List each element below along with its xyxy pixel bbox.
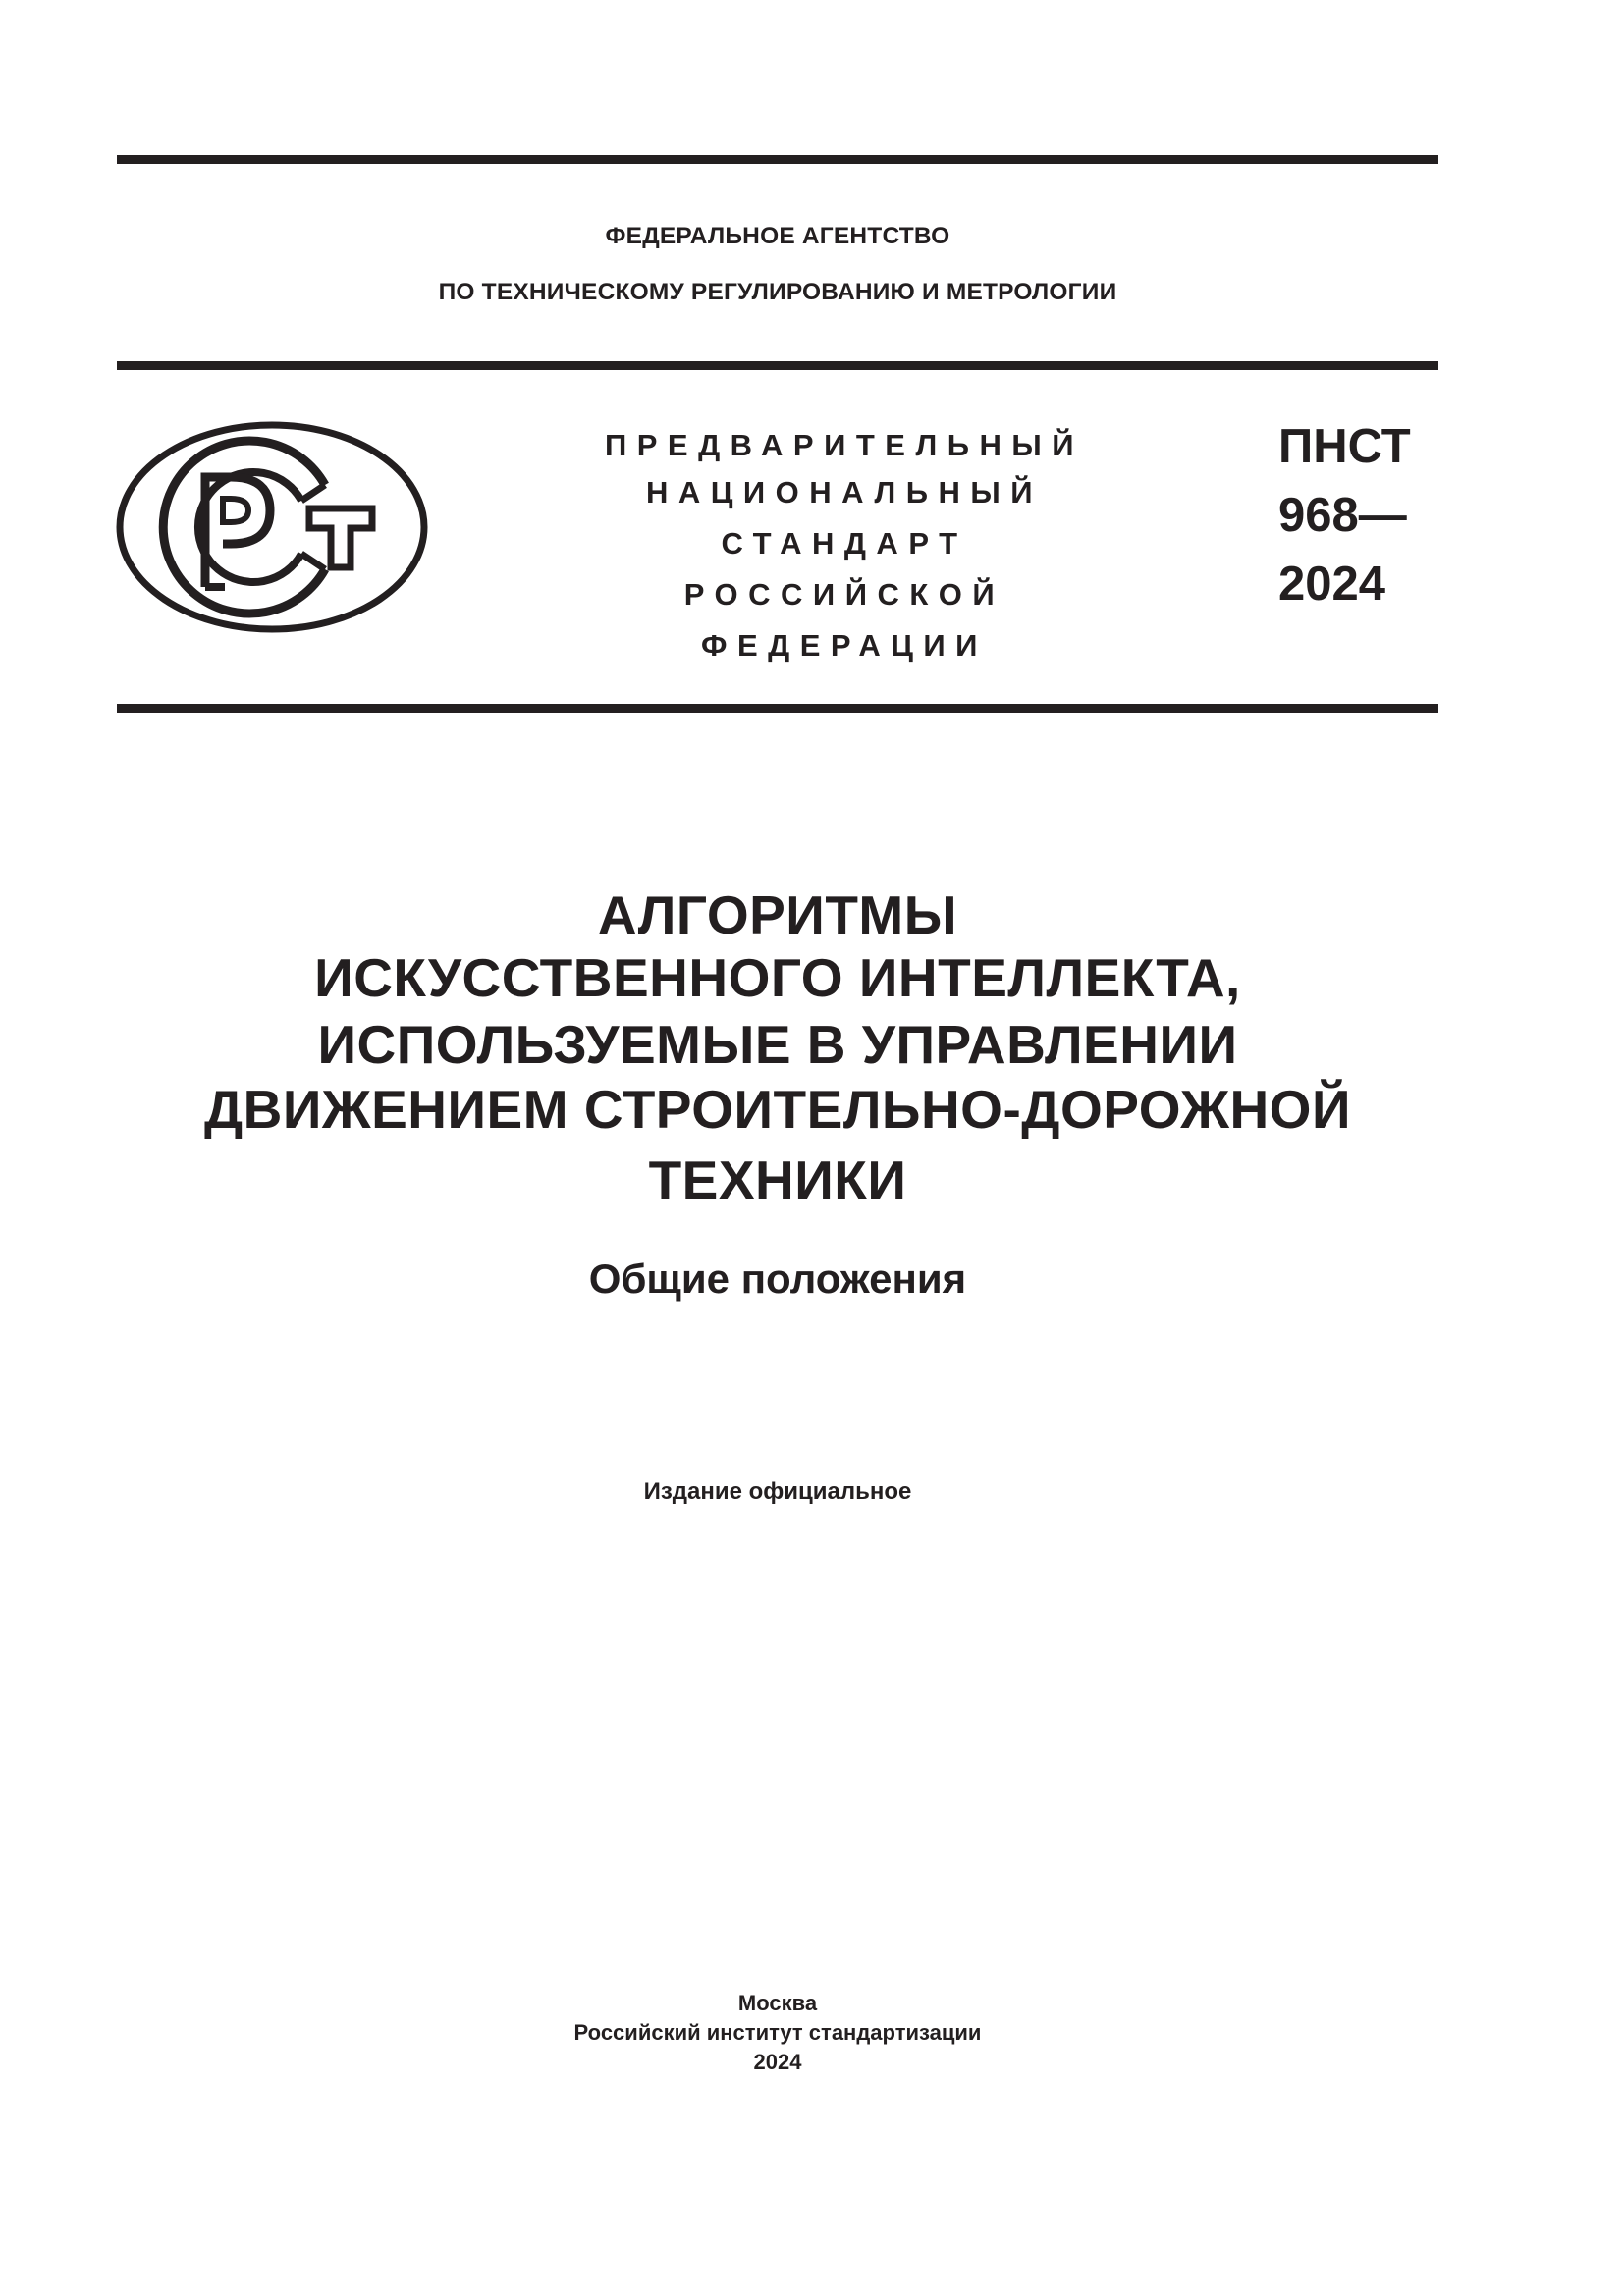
standard-type-line-5: ФЕДЕРАЦИИ <box>701 628 988 663</box>
subtitle: Общие положения <box>588 1255 967 1302</box>
imprint-publisher: Российский институт стандартизации <box>573 2020 982 2045</box>
standard-type-line-3: СТАНДАРТ <box>721 526 968 561</box>
title-line-2: ИСКУССТВЕННОГО ИНТЕЛЛЕКТА, <box>314 947 1241 1008</box>
imprint-city: Москва <box>737 1991 818 2015</box>
title-line-5: ТЕХНИКИ <box>648 1149 907 1210</box>
header-rule <box>117 361 1438 370</box>
top-rule <box>117 155 1438 164</box>
title-line-1: АЛГОРИТМЫ <box>597 884 958 945</box>
title-line-3: ИСПОЛЬЗУЕМЫЕ В УПРАВЛЕНИИ <box>317 1014 1238 1075</box>
imprint-year: 2024 <box>753 2050 802 2074</box>
standard-number-prefix: ПНСТ <box>1278 420 1411 473</box>
standard-type-line-2: НАЦИОНАЛЬНЫЙ <box>645 475 1044 509</box>
standard-type-line-4: РОССИЙСКОЙ <box>683 577 1005 612</box>
agency-line-1: ФЕДЕРАЛЬНОЕ АГЕНТСТВО <box>605 223 950 249</box>
gost-r-seal-icon <box>115 420 429 634</box>
standard-number: 968— <box>1278 489 1407 542</box>
title-line-4: ДВИЖЕНИЕМ СТРОИТЕЛЬНО-ДОРОЖНОЙ <box>203 1079 1351 1140</box>
edition-note: Издание официальное <box>643 1478 912 1505</box>
agency-line-2: ПО ТЕХНИЧЕСКОМУ РЕГУЛИРОВАНИЮ И МЕТРОЛОГИИ <box>438 279 1117 305</box>
header-bottom-rule <box>117 704 1438 713</box>
standard-type-line-1: ПРЕДВАРИТЕЛЬНЫЙ <box>604 428 1085 462</box>
standard-year: 2024 <box>1278 558 1386 611</box>
